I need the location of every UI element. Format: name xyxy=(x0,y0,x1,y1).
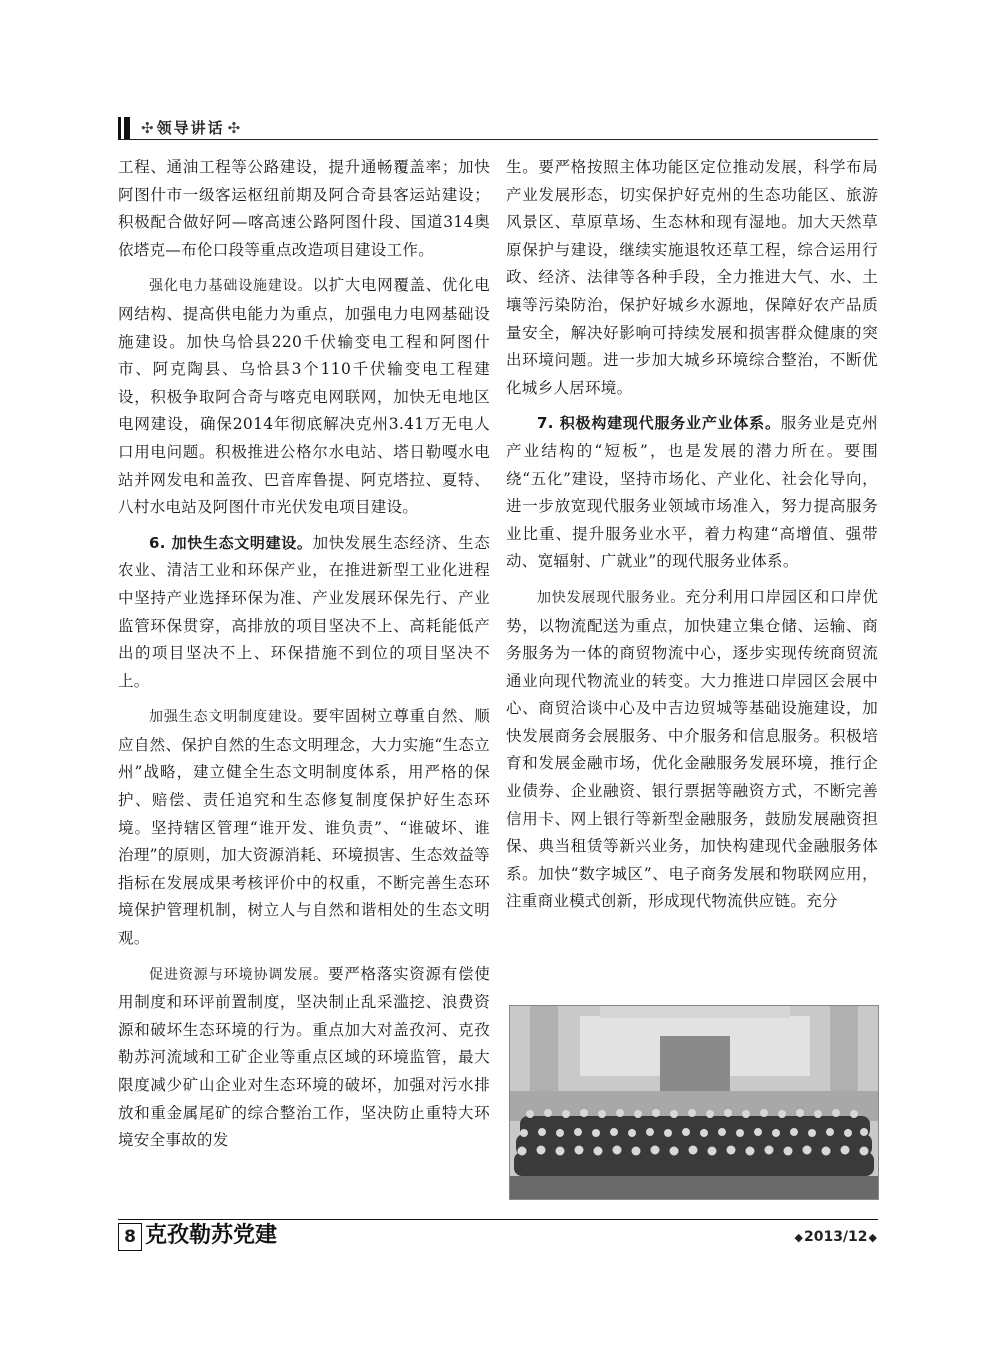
header-bars-decoration xyxy=(118,117,130,139)
paragraph xyxy=(506,584,878,916)
paragraph-text: 加快发展生态经济、生态农业、清洁工业和环保产业，在推进新型工业化进程中坚持产业选择环保为准、产业发展环保先行、产业监管环保贯穿，高排放的项目坚决不上、高耗能低产出的项目坚决不上、环保措施不到位的项目坚决不上。 xyxy=(118,533,490,690)
paragraph-text: 充分利用口岸园区和口岸优势，以物流配送为重点，加快建立集仓储、运输、商务服务为一体的商贸物流中心，逐步实现传统商贸流通业向现代物流业的转变。大力推进口岸园区会展中心、商贸洽谈中心及中吉边贸城等基础设施建设，加快发展商务会展服务、中介服务和信息服务。积极培育和发展金融市场，优化金融服务发展环境，推行企业债券、企业融资、银行票据等融资方式，不断完善信用卡、网上银行等新型金融服务，鼓励发展融资担保、典当租赁等新兴业务，加快构建现代金融服务体系。加快“数字城区”、电子商务发展和物联网应用，注重商业模式创新，形成现代物流供应链。充分 xyxy=(506,587,878,911)
paragraph-text: 要牢固树立尊重自然、顺应自然、保护自然的生态文明理念，大力实施“生态立州”战略，建立健全生态文明制度体系，用严格的保护、赔偿、责任追究和生态修复制度保护好生态环境。坚持辖区管理“谁开发、谁负责”、“谁破坏、谁治理”的原则，加大资源消耗、环境损害、生态效益等指标在发展成果考核评价中的权重，不断完善生态环境保护管理机制，树立人与自然和谐相处的生态文明观。 xyxy=(118,707,490,948)
paragraph xyxy=(118,530,490,696)
paragraph xyxy=(118,272,490,521)
paragraph-text: 工程、通油工程等公路建设，提升通畅覆盖率；加快阿图什市一级客运枢纽前期及阿合奇县客运站建设；积极配合做好阿—喀高速公路阿图什段、国道314奥依塔克—布伦口段等重点改造项目建设工作。 xyxy=(118,158,490,259)
paragraph xyxy=(118,961,490,1155)
left-column xyxy=(118,154,490,1155)
paragraph-lead: 促进资源与环境协调发展。 xyxy=(149,966,329,983)
section-heading: 7. 积极构建现代服务业产业体系。 xyxy=(537,414,781,433)
paragraph xyxy=(118,154,490,264)
footer-rule xyxy=(118,1219,878,1220)
paragraph xyxy=(506,154,878,402)
paragraph-text: 以扩大电网覆盖、优化电网结构、提高供电能力为重点，加强电力电网基础设施建设。加快乌恰县220千伏输变电工程和阿图什市、阿克陶县、乌恰县3个110千伏输变电工程建设，积极争取阿合奇与喀克电网联网，加快无电地区电网建设，确保2014年彻底解决克州3.41万无电人口用电问题。积极推进公格尔水电站、塔日勒嘎水电站并网发电和盖孜、巴音库鲁提、阿克塔拉、夏特、八村水电站及阿图什市光伏发电项目建设。 xyxy=(118,276,490,517)
paragraph-lead: 强化电力基础设施建设。 xyxy=(149,278,313,295)
paragraph-lead: 加快发展现代服务业。 xyxy=(537,589,686,606)
paragraph xyxy=(506,410,878,576)
issue-number: 2013/12 xyxy=(803,1229,868,1245)
paragraph-text: 生。要严格按照主体功能区定位推动发展，科学布局产业发展形态，切实保护好克州的生态功能区、旅游风景区、草原草场、生态林和现有湿地。加大天然草原保护与建设，继续实施退牧还草工程，综合运用行政、经济、法律等各种手段，全力推进大气、水、土壤等污染防治，保护好城乡水源地，保障好农产品质量安全，解决好影响可持续发展和损害群众健康的突出环境问题。进一步加大城乡环境综合整治，不断优化城乡人居环境。 xyxy=(506,158,878,397)
diamond-icon: ◆ xyxy=(868,1231,877,1244)
paragraph-text: 要严格落实资源有偿使用制度和环评前置制度，坚决制止乱采滥挖、浪费资源和破坏生态环境的行为。重点加大对盖孜河、克孜勒苏河流域和工矿企业等重点区域的环境监管，最大限度减少矿山企业对生态环境的破坏，加强对污水排放和重金属尾矿的综合整治工作，坚决防止重特大环境安全事故的发 xyxy=(118,964,490,1150)
publication-name: 克孜勒苏党建 xyxy=(145,1223,278,1248)
paragraph xyxy=(118,703,490,952)
ornament-icon: ✣ xyxy=(141,119,154,137)
section-header xyxy=(118,117,878,139)
page-number: 8 xyxy=(118,1223,142,1251)
group-photo xyxy=(509,1005,879,1200)
issue-label xyxy=(794,1226,879,1248)
section-heading: 6. 加快生态文明建设。 xyxy=(149,533,313,552)
paragraph-text: 服务业是克州产业结构的“短板”，也是发展的潜力所在。要围绕“五化”建设，坚持市场化、产业化、社会化导向，进一步放宽现代服务业领域市场准入，努力提高服务业比重、提升服务业水平，着力构建“高增值、强带动、宽辐射、广就业”的现代服务业体系。 xyxy=(506,414,878,571)
ornament-icon: ✣ xyxy=(227,119,241,137)
group-photo-illustration xyxy=(510,1006,878,1199)
header-rule xyxy=(118,139,878,140)
diamond-icon: ◆ xyxy=(794,1231,803,1244)
section-title xyxy=(138,117,243,139)
paragraph-lead: 加强生态文明制度建设。 xyxy=(149,709,313,726)
right-column xyxy=(506,154,878,916)
section-title-text: 领导讲话 xyxy=(156,119,225,137)
